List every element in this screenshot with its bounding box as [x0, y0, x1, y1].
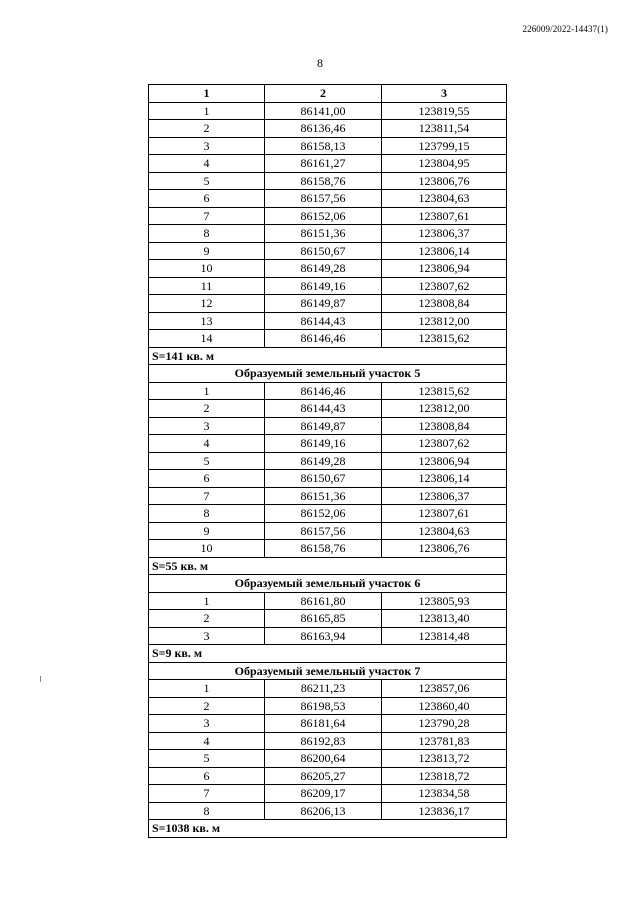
table-row [149, 767, 507, 785]
coordinate-x: 86152,06 [265, 505, 382, 523]
coordinate-x: 86158,13 [265, 137, 382, 155]
coordinate-y: 123812,00 [382, 400, 507, 418]
table-row [149, 295, 507, 313]
coordinate-y: 123790,28 [382, 715, 507, 733]
coordinate-y: 123806,37 [382, 225, 507, 243]
coordinate-y: 123815,62 [382, 382, 507, 400]
coordinate-y: 123804,63 [382, 190, 507, 208]
table-row [149, 172, 507, 190]
point-number: 5 [149, 452, 265, 470]
section-title: Образуемый земельный участок 6 [149, 575, 507, 593]
area-row [149, 820, 507, 838]
table-row [149, 382, 507, 400]
coordinate-y: 123806,37 [382, 487, 507, 505]
area-value: S=141 кв. м [149, 347, 507, 365]
area-value: S=9 кв. м [149, 645, 507, 663]
coordinate-y: 123808,84 [382, 417, 507, 435]
coordinate-x: 86149,16 [265, 435, 382, 453]
coordinate-x: 86150,67 [265, 242, 382, 260]
coordinate-x: 86205,27 [265, 767, 382, 785]
area-row [149, 645, 507, 663]
table-row [149, 697, 507, 715]
coordinate-x: 86161,27 [265, 155, 382, 173]
column-header-3: 3 [382, 85, 507, 103]
area-value: S=55 кв. м [149, 557, 507, 575]
table-row [149, 137, 507, 155]
table-row [149, 435, 507, 453]
coordinate-x: 86144,43 [265, 312, 382, 330]
coordinate-x: 86158,76 [265, 172, 382, 190]
point-number: 7 [149, 785, 265, 803]
table-row [149, 540, 507, 558]
point-number: 8 [149, 505, 265, 523]
area-row [149, 347, 507, 365]
coordinate-x: 86157,56 [265, 190, 382, 208]
table-row [149, 470, 507, 488]
table-row [149, 610, 507, 628]
coordinate-x: 86146,46 [265, 330, 382, 348]
table-row [149, 627, 507, 645]
table-row [149, 242, 507, 260]
point-number: 2 [149, 400, 265, 418]
coordinate-x: 86150,67 [265, 470, 382, 488]
coordinate-x: 86149,28 [265, 260, 382, 278]
table-row [149, 260, 507, 278]
coordinate-x: 86206,13 [265, 802, 382, 820]
table-header-row [149, 85, 507, 103]
coordinate-y: 123807,62 [382, 435, 507, 453]
table-row [149, 732, 507, 750]
coordinate-y: 123813,40 [382, 610, 507, 628]
coordinate-x: 86146,46 [265, 382, 382, 400]
point-number: 6 [149, 190, 265, 208]
point-number: 2 [149, 610, 265, 628]
document-number: 226009/2022-14437(1) [522, 24, 608, 34]
coordinate-x: 86144,43 [265, 400, 382, 418]
coordinate-y: 123806,14 [382, 470, 507, 488]
point-number: 8 [149, 225, 265, 243]
section-title-row [149, 575, 507, 593]
page-number: 8 [317, 56, 323, 70]
coordinate-y: 123807,62 [382, 277, 507, 295]
area-row [149, 557, 507, 575]
section-title: Образуемый земельный участок 7 [149, 662, 507, 680]
point-number: 2 [149, 697, 265, 715]
coordinate-y: 123812,00 [382, 312, 507, 330]
coordinate-x: 86149,87 [265, 295, 382, 313]
coordinate-y: 123818,72 [382, 767, 507, 785]
point-number: 14 [149, 330, 265, 348]
coordinate-x: 86141,00 [265, 102, 382, 120]
point-number: 11 [149, 277, 265, 295]
point-number: 4 [149, 435, 265, 453]
coordinate-y: 123805,93 [382, 592, 507, 610]
point-number: 1 [149, 592, 265, 610]
table-row [149, 487, 507, 505]
point-number: 10 [149, 540, 265, 558]
table-row [149, 207, 507, 225]
point-number: 1 [149, 102, 265, 120]
point-number: 5 [149, 750, 265, 768]
coordinate-x: 86209,17 [265, 785, 382, 803]
point-number: 7 [149, 487, 265, 505]
column-header-2: 2 [265, 85, 382, 103]
coordinate-y: 123815,62 [382, 330, 507, 348]
coordinate-y: 123836,17 [382, 802, 507, 820]
coordinate-y: 123806,76 [382, 540, 507, 558]
point-number: 8 [149, 802, 265, 820]
table-row [149, 715, 507, 733]
table-row [149, 802, 507, 820]
coordinate-x: 86211,23 [265, 680, 382, 698]
table-row [149, 750, 507, 768]
coordinate-y: 123814,48 [382, 627, 507, 645]
point-number: 12 [149, 295, 265, 313]
table-row [149, 680, 507, 698]
coordinate-x: 86165,85 [265, 610, 382, 628]
coordinate-x: 86151,36 [265, 225, 382, 243]
table-row [149, 277, 507, 295]
coordinate-y: 123804,63 [382, 522, 507, 540]
point-number: 6 [149, 767, 265, 785]
section-title-row [149, 365, 507, 383]
coordinate-x: 86149,16 [265, 277, 382, 295]
table-row [149, 155, 507, 173]
coordinate-y: 123806,94 [382, 452, 507, 470]
point-number: 9 [149, 242, 265, 260]
table-row [149, 120, 507, 138]
coordinate-x: 86136,46 [265, 120, 382, 138]
coordinate-x: 86198,53 [265, 697, 382, 715]
coordinate-x: 86181,64 [265, 715, 382, 733]
table-row [149, 592, 507, 610]
coordinate-y: 123811,54 [382, 120, 507, 138]
coordinate-x: 86149,87 [265, 417, 382, 435]
coordinate-y: 123860,40 [382, 697, 507, 715]
point-number: 5 [149, 172, 265, 190]
coordinate-y: 123834,58 [382, 785, 507, 803]
point-number: 9 [149, 522, 265, 540]
coordinate-x: 86157,56 [265, 522, 382, 540]
point-number: 13 [149, 312, 265, 330]
coordinate-x: 86152,06 [265, 207, 382, 225]
table-row [149, 505, 507, 523]
point-number: 2 [149, 120, 265, 138]
table-row [149, 225, 507, 243]
coordinate-y: 123781,83 [382, 732, 507, 750]
section-title: Образуемый земельный участок 5 [149, 365, 507, 383]
point-number: 3 [149, 715, 265, 733]
coordinate-x: 86200,64 [265, 750, 382, 768]
table-row [149, 785, 507, 803]
coordinate-y: 123806,76 [382, 172, 507, 190]
point-number: 3 [149, 417, 265, 435]
coordinate-x: 86161,80 [265, 592, 382, 610]
table-row [149, 102, 507, 120]
point-number: 1 [149, 382, 265, 400]
point-number: 1 [149, 680, 265, 698]
coordinate-y: 123813,72 [382, 750, 507, 768]
table-row [149, 312, 507, 330]
coordinate-y: 123804,95 [382, 155, 507, 173]
point-number: 3 [149, 137, 265, 155]
point-number: 7 [149, 207, 265, 225]
table-row [149, 452, 507, 470]
coordinate-x: 86151,36 [265, 487, 382, 505]
coordinate-x: 86158,76 [265, 540, 382, 558]
column-header-1: 1 [149, 85, 265, 103]
coordinate-y: 123799,15 [382, 137, 507, 155]
coordinate-y: 123819,55 [382, 102, 507, 120]
table-row [149, 417, 507, 435]
point-number: 4 [149, 732, 265, 750]
table-row [149, 330, 507, 348]
point-number: 3 [149, 627, 265, 645]
point-number: 10 [149, 260, 265, 278]
coordinate-y: 123806,14 [382, 242, 507, 260]
coordinate-x: 86149,28 [265, 452, 382, 470]
table-row [149, 190, 507, 208]
coordinate-y: 123807,61 [382, 207, 507, 225]
point-number: 6 [149, 470, 265, 488]
scan-mark [40, 676, 41, 682]
coordinate-y: 123806,94 [382, 260, 507, 278]
coordinate-x: 86163,94 [265, 627, 382, 645]
coordinate-y: 123857,06 [382, 680, 507, 698]
table-row [149, 522, 507, 540]
coordinate-y: 123807,61 [382, 505, 507, 523]
coordinate-y: 123808,84 [382, 295, 507, 313]
point-number: 4 [149, 155, 265, 173]
coordinates-table [148, 84, 507, 838]
section-title-row [149, 662, 507, 680]
coordinate-x: 86192,83 [265, 732, 382, 750]
area-value: S=1038 кв. м [149, 820, 507, 838]
table-row [149, 400, 507, 418]
